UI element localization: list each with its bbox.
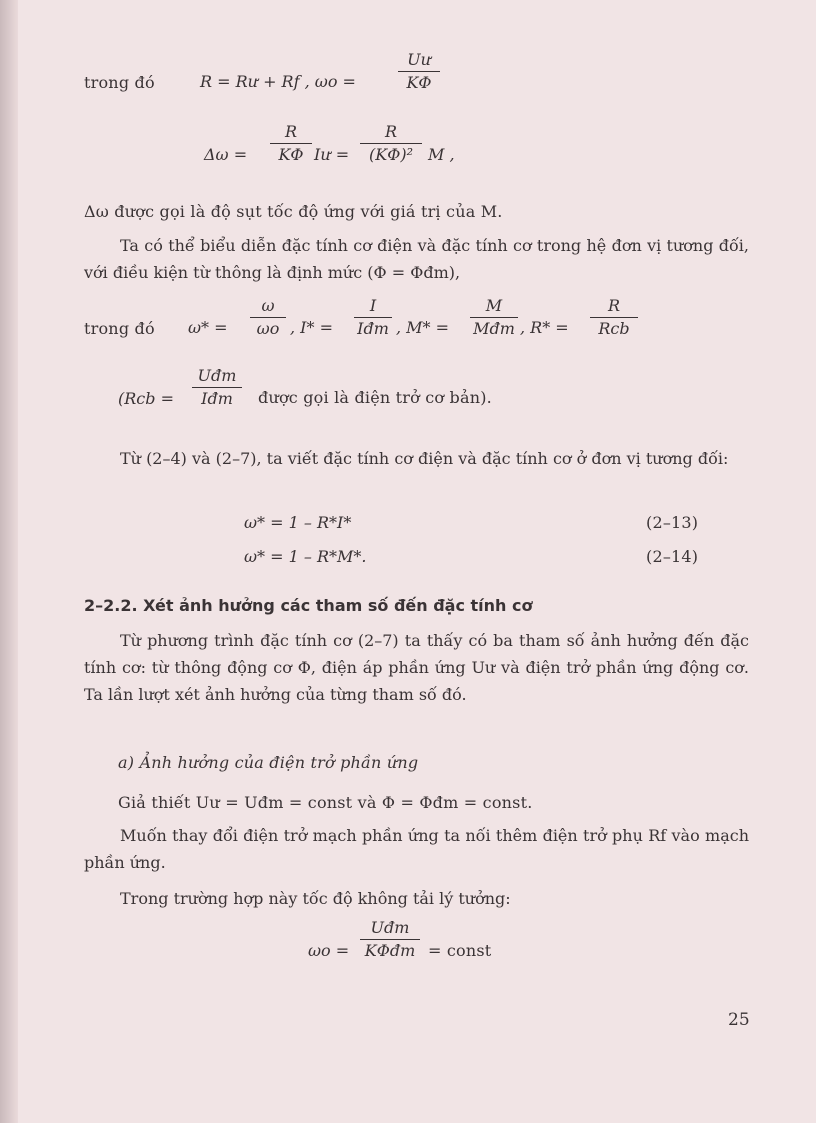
eq-rel-i-numerator: I: [369, 296, 377, 315]
eq-r-expression: R = Rư + Rf , ωo =: [200, 72, 356, 91]
paragraph-ideal-no-load: Trong trường hợp này tốc độ không tải lý tưởng:: [120, 889, 511, 908]
eq-dw-middle: Iư =: [314, 145, 350, 164]
eq-rel-i-denominator: Iđm: [357, 319, 389, 338]
eq-dw-f1-numerator: R: [284, 122, 298, 141]
fraction-bar: [270, 143, 312, 144]
eq-rel-w-numerator: ω: [261, 296, 275, 315]
eq-2-14-expression: ω* = 1 – R*M*.: [244, 547, 367, 566]
fraction-bar: [360, 143, 422, 144]
page-binding-shadow: [0, 0, 18, 1123]
eq-rel-m-numerator: M: [485, 296, 503, 315]
eq-w0-denominator: KΦ: [406, 73, 432, 92]
eq-w0-final-tail: = const: [428, 941, 492, 960]
eq-dw-f2-numerator: R: [384, 122, 398, 141]
eq-rel-m-lhs: , M* =: [396, 318, 450, 337]
eq-rcb-fraction: [192, 366, 242, 409]
eq-rcb-denominator: Iđm: [201, 389, 233, 408]
eq-w0-numerator: Uư: [407, 50, 431, 69]
eq-2-13-expression: ω* = 1 – R*I*: [244, 513, 352, 532]
eq-rcb-lhs: (Rcb =: [118, 389, 174, 408]
fraction-bar: [360, 939, 420, 940]
eq-dw-f1-denominator: KΦ: [278, 145, 304, 164]
eq-rel-m-fraction: [470, 296, 518, 339]
section-heading: 2–2.2. Xét ảnh hưởng các tham số đến đặc tính cơ: [84, 596, 533, 615]
eq-rcb-numerator: Uđm: [197, 366, 237, 385]
line-speed-drop: Δω được gọi là độ sụt tốc độ ứng với giá trị của M.: [84, 202, 503, 221]
fraction-bar: [192, 387, 242, 388]
fraction-bar: [398, 71, 440, 72]
eq-dw-fraction-1: [270, 122, 312, 165]
eq-rel-w-denominator: ωo: [256, 319, 280, 338]
paragraph-from-equations: Từ (2–4) và (2–7), ta viết đặc tính cơ điện và đặc tính cơ ở đơn vị tương đối:: [120, 449, 729, 468]
eq-w0-fraction: [398, 50, 440, 93]
fraction-bar: [590, 317, 638, 318]
eq-rel-r-numerator: R: [607, 296, 621, 315]
eq-rel-r-lhs: , R* =: [520, 318, 569, 337]
eq-w0-final-fraction: [360, 918, 420, 961]
eq-rcb-description: được gọi là điện trở cơ bản).: [258, 388, 492, 407]
eq-rel-r-denominator: Rcb: [598, 319, 630, 338]
eq-rel-w-fraction: [250, 296, 286, 339]
eq-2-13-number: (2–13): [646, 513, 699, 532]
eq-top-label: trong đó: [84, 73, 155, 92]
eq-dw-tail: M ,: [428, 145, 455, 164]
eq-rel-r-fraction: [590, 296, 638, 339]
eq-rel-i-lhs: , I* =: [290, 318, 333, 337]
eq-rel-i-fraction: [354, 296, 392, 339]
eq-dw-lhs: Δω =: [204, 145, 248, 164]
eq-dw-fraction-2: [360, 122, 422, 165]
paragraph-parameters: Từ phương trình đặc tính cơ (2–7) ta thấy có ba tham số ảnh hưởng đến đặc tính cơ: từ thông động cơ Φ, điện áp phần ứng Uư và điện trở phần ứng động cơ. Ta lần lượt xét ảnh hưởng của từng tham số đó.: [84, 631, 749, 704]
line-assumption: Giả thiết Uư = Uđm = const và Φ = Φđm = const.: [118, 793, 533, 812]
eq-w0-final-numerator: Uđm: [370, 918, 410, 937]
eq-dw-f2-denominator: (KΦ)²: [369, 145, 413, 164]
paragraph-change-resistance: Muốn thay đổi điện trở mạch phần ứng ta nối thêm điện trở phụ Rf vào mạch phần ứng.: [84, 826, 749, 872]
subsection-heading: a) Ảnh hưởng của điện trở phần ứng: [118, 753, 419, 772]
eq-rel-label: trong đó: [84, 319, 155, 338]
paragraph-relative-units: Ta có thể biểu diễn đặc tính cơ điện và đặc tính cơ trong hệ đơn vị tương đối, với điều kiện từ thông là định mức (Φ = Φđm),: [84, 236, 749, 282]
eq-2-14-number: (2–14): [646, 547, 699, 566]
eq-w0-final-lhs: ωo =: [308, 941, 350, 960]
fraction-bar: [470, 317, 518, 318]
page-number: 25: [728, 1010, 750, 1030]
fraction-bar: [354, 317, 392, 318]
fraction-bar: [250, 317, 286, 318]
eq-rel-m-denominator: Mđm: [473, 319, 515, 338]
eq-rel-w-lhs: ω* =: [188, 318, 228, 337]
eq-w0-final-denominator: KΦđm: [364, 941, 416, 960]
